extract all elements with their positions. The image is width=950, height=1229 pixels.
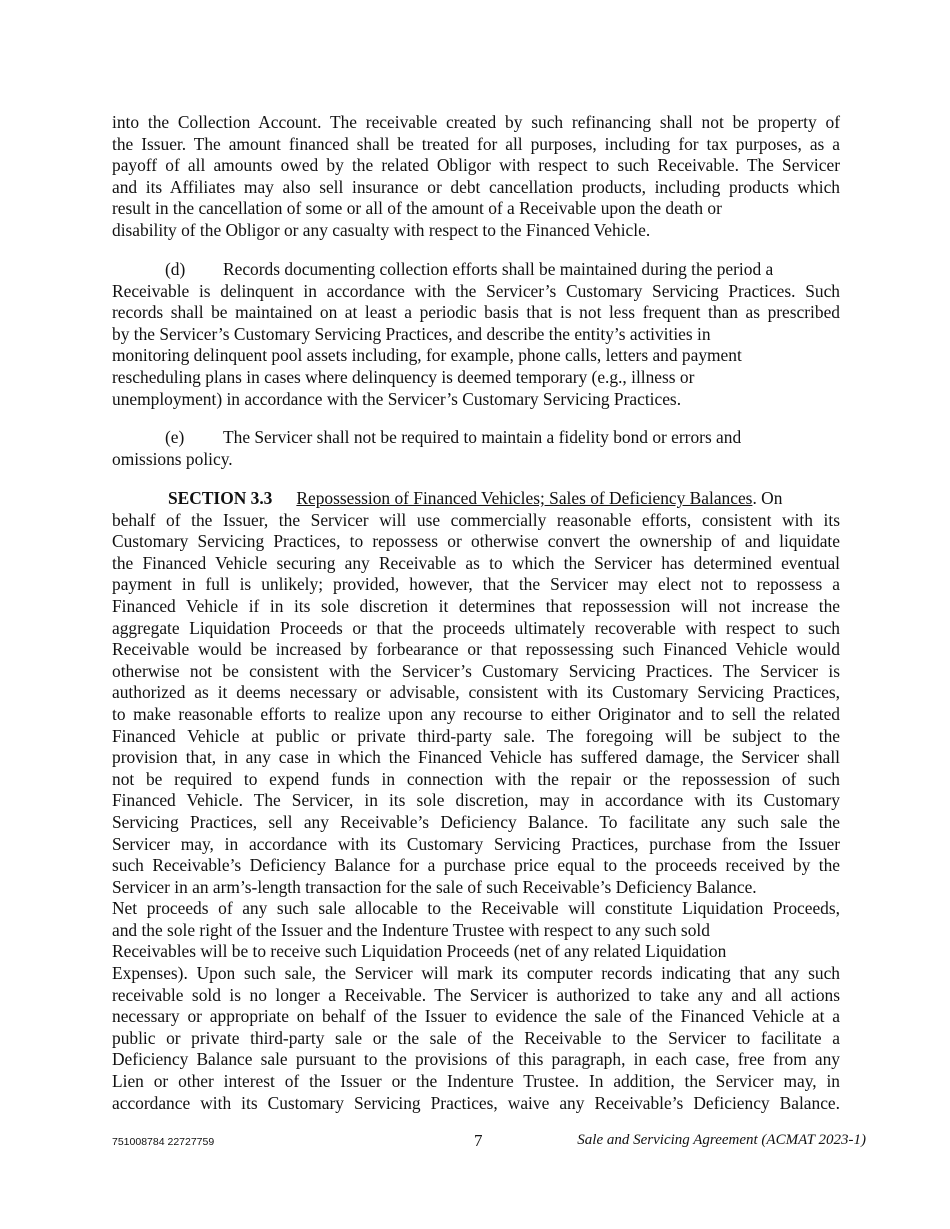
- text-line: unemployment) in accordance with the Servicer’s Customary Servicing Practices.: [112, 388, 682, 409]
- text-line: Lien or other interest of the Issuer or the Indenture Trustee. In addition, the Servicer may, in: [112, 1071, 840, 1092]
- text-line: to make reasonable efforts to realize upon any recourse to either Originator and to sell the related: [112, 703, 840, 724]
- text-line: Customary Servicing Practices, to repossess or otherwise convert the ownership of and liquidate: [112, 531, 840, 552]
- text-line: Servicing Practices, sell any Receivable’s Deficiency Balance. To facilitate any such sale the: [112, 811, 840, 832]
- page-number: 7: [474, 1131, 483, 1150]
- text-line: the Issuer. The amount financed shall be treated for all purposes, including for tax purposes, as a: [112, 133, 840, 154]
- text-line: result in the cancellation of some or all of the amount of a Receivable upon the death or: [112, 198, 722, 219]
- text-line: Deficiency Balance sale pursuant to the provisions of this paragraph, in each case, free from any: [112, 1049, 840, 1070]
- text-line: and the sole right of the Issuer and the Indenture Trustee with respect to any such sold: [112, 919, 710, 940]
- text-line: into the Collection Account. The receivable created by such refinancing shall not be property of: [112, 112, 840, 132]
- text-line: the Financed Vehicle securing any Receivable as to which the Servicer has determined eventual: [112, 552, 840, 573]
- section-heading-tail: . On: [752, 488, 783, 508]
- text-line: necessary or appropriate on behalf of the Issuer to evidence the sale of the Financed Vehicle at a: [112, 1006, 840, 1027]
- section-title: Repossession of Financed Vehicles; Sales of Deficiency Balances: [296, 488, 753, 508]
- paragraph-e-first-text: The Servicer shall not be required to maintain a fidelity bond or errors and: [223, 427, 742, 447]
- text-line: Servicer may, in accordance with its Customary Servicing Practices, purchase from the Issuer: [112, 833, 840, 854]
- text-line: Receivables will be to receive such Liquidation Proceeds (net of any related Liquidation: [112, 941, 727, 962]
- paragraph-e-label: (e): [165, 427, 185, 447]
- page-footer: [112, 1130, 866, 1152]
- text-line: payoff of all amounts owed by the related Obligor with respect to such Receivable. The Servicer: [112, 155, 840, 176]
- paragraph-d-label: (d): [165, 259, 186, 279]
- text-line: such Receivable’s Deficiency Balance for a purchase price equal to the proceeds received by the: [112, 855, 840, 876]
- paragraph-e-first-line: [112, 427, 840, 449]
- section-heading-line: [112, 488, 840, 510]
- text-line: Financed Vehicle. The Servicer, in its sole discretion, may in accordance with its Customary: [112, 790, 840, 811]
- text-line: records shall be maintained on at least a periodic basis that is not less frequent than as prescribed: [112, 302, 840, 323]
- text-line: rescheduling plans in cases where delinquency is deemed temporary (e.g., illness or: [112, 366, 695, 387]
- paragraph-d: [112, 259, 840, 410]
- text-line: behalf of the Issuer, the Servicer will use commercially reasonable efforts, consistent with its: [112, 509, 840, 530]
- text-line: payment in full is unlikely; provided, however, that the Servicer may elect not to repossess a: [112, 574, 840, 595]
- text-line: provision that, in any case in which the Financed Vehicle has suffered damage, the Servicer shall: [112, 747, 840, 768]
- text-line: Receivable is delinquent in accordance with the Servicer’s Customary Servicing Practices. Such: [112, 280, 840, 301]
- text-line: monitoring delinquent pool assets including, for example, phone calls, letters and payment: [112, 345, 742, 366]
- paragraph-e: [112, 427, 840, 470]
- paragraph-c-continued: [112, 112, 840, 242]
- text-line: otherwise not be consistent with the Servicer’s Customary Servicing Practices. The Servicer is: [112, 660, 840, 681]
- section-3-3: [112, 488, 840, 1114]
- text-line: aggregate Liquidation Proceeds or that the proceeds ultimately recoverable with respect to such: [112, 617, 840, 638]
- paragraph-d-first-text: Records documenting collection efforts shall be maintained during the period a: [223, 259, 774, 279]
- text-line: Servicer in an arm’s-length transaction for the sale of such Receivable’s Deficiency Balance.: [112, 876, 757, 897]
- text-line: not be required to expend funds in connection with the repair or the repossession of such: [112, 768, 840, 789]
- text-line: accordance with its Customary Servicing Practices, waive any Receivable’s Deficiency Balance.: [112, 1092, 840, 1113]
- text-line: Net proceeds of any such sale allocable to the Receivable will constitute Liquidation Proceeds,: [112, 898, 840, 919]
- text-line: receivable sold is no longer a Receivable. The Servicer is authorized to take any and all actions: [112, 984, 840, 1005]
- text-line: public or private third-party sale or the sale of the Receivable to the Servicer to facilitate a: [112, 1027, 840, 1048]
- text-line: by the Servicer’s Customary Servicing Practices, and describe the entity’s activities in: [112, 323, 711, 344]
- text-line: Expenses). Upon such sale, the Servicer will mark its computer records indicating that any such: [112, 963, 840, 984]
- text-line: and its Affiliates may also sell insurance or debt cancellation products, including products which: [112, 176, 840, 197]
- document-id: 751008784 22727759: [112, 1136, 215, 1148]
- document-title: Sale and Servicing Agreement (ACMAT 2023-1): [577, 1132, 866, 1148]
- text-line: Receivable would be increased by forbearance or that repossessing such Financed Vehicle would: [112, 639, 840, 660]
- text-line: Financed Vehicle if in its sole discretion it determines that repossession will not increase the: [112, 595, 840, 616]
- text-line: authorized as it deems necessary or advisable, consistent with its Customary Servicing Practices,: [112, 682, 840, 703]
- text-line: disability of the Obligor or any casualty with respect to the Financed Vehicle.: [112, 219, 651, 240]
- text-line: Financed Vehicle at public or private third-party sale. The foregoing will be subject to the: [112, 725, 840, 746]
- paragraph-d-first-line: [112, 259, 840, 281]
- section-number: SECTION 3.3: [168, 488, 273, 508]
- text-line: omissions policy.: [112, 448, 233, 469]
